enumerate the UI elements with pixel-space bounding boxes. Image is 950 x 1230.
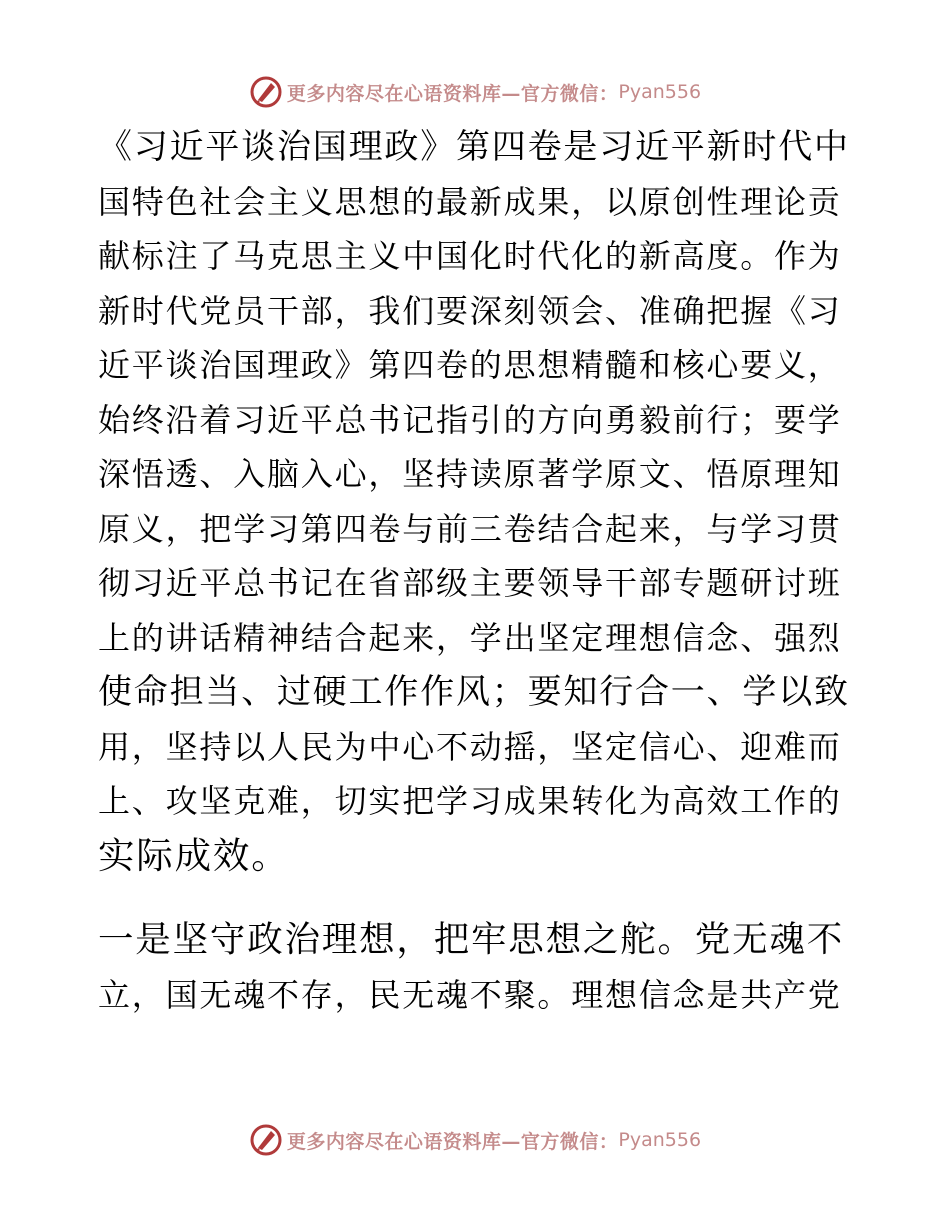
text-line: 始终沿着习近平总书记指引的方向勇毅前行；要学 <box>98 400 842 439</box>
text-line: 深悟透、入脑入心，坚持读原著学原文、悟原理知 <box>98 455 842 493</box>
text-line: 上的讲话精神结合起来，学出坚定理想信念、强烈 <box>98 618 842 657</box>
text-line: 彻习近平总书记在省部级主要领导干部专题研讨班 <box>98 564 842 602</box>
header-wechat-id: Pyan556 <box>618 81 702 103</box>
text-line: 新时代党员干部，我们要深刻领会、准确把握《习 <box>98 291 842 330</box>
document-body <box>98 120 850 1022</box>
text-line: 《习近平谈治国理政》第四卷是习近平新时代中 <box>98 127 850 167</box>
footer-wechat-id: Pyan556 <box>618 1129 702 1151</box>
paragraph-point-one <box>98 913 850 1022</box>
footer-watermark-text: 更多内容尽在心语资料库—官方微信： <box>286 1130 619 1153</box>
text-line: 国特色社会主义思想的最新成果，以原创性理论贡 <box>98 182 842 221</box>
text-line: 用，坚持以人民为中心不动摇，坚定信心、迎难而 <box>98 727 842 766</box>
page-footer-watermark <box>0 1118 950 1162</box>
pen-logo-icon <box>249 1123 283 1157</box>
header-watermark-text: 更多内容尽在心语资料库—官方微信： <box>286 82 619 105</box>
pen-logo-icon <box>249 75 283 109</box>
page-header-watermark <box>0 70 950 114</box>
text-line: 原义，把学习第四卷与前三卷结合起来，与学习贯 <box>98 509 842 548</box>
text-line: 立，国无魂不存，民无魂不聚。理想信念是共产党 <box>98 975 842 1014</box>
text-line: 实际成效。 <box>98 833 290 877</box>
text-line: 近平谈治国理政》第四卷的思想精髓和核心要义， <box>98 346 842 384</box>
paragraph-intro <box>98 120 850 883</box>
paragraph-spacer <box>98 883 850 913</box>
text-line: 献标注了马克思主义中国化时代化的新高度。作为 <box>98 237 842 275</box>
text-line: 上、攻坚克难，切实把学习成果转化为高效工作的 <box>98 782 842 820</box>
text-line: 使命担当、过硬工作作风；要知行合一、学以致 <box>98 672 850 712</box>
text-line: 一是坚守政治理想，把牢思想之舵。党无魂不 <box>98 919 845 960</box>
